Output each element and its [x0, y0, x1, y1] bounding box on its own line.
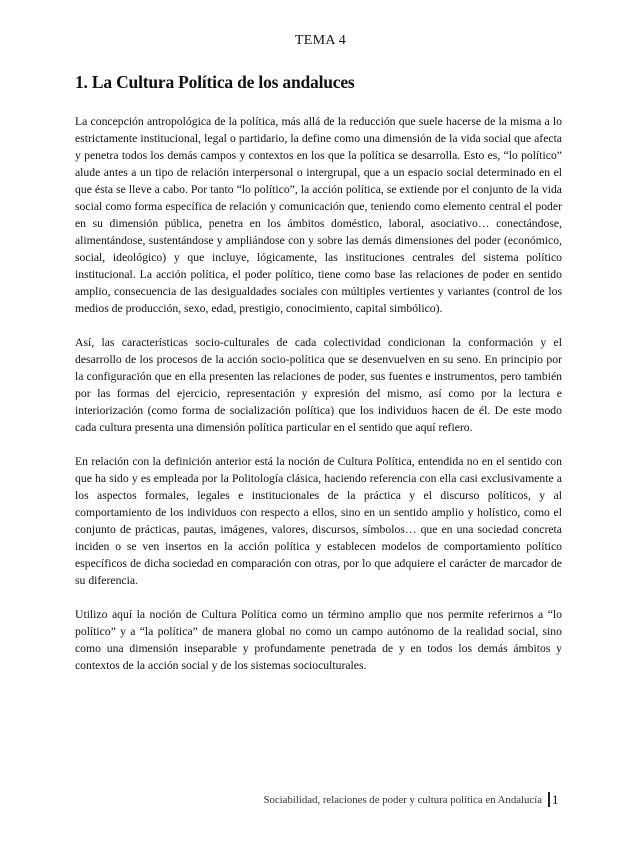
footer-divider	[548, 792, 550, 807]
paragraph-1: La concepción antropológica de la política, más allá de la reducción que suele hacerse de la misma a lo estrictamente institucional, legal o partidario, la define como una dimensión de la vida social que afecta y penetra todos los demás campos y contextos en los que la política se desarrolla. Esto es, “lo político” alude antes a un tipo de relación interpersonal o intergrupal, que a un espacio social determinado en el que ésta se lleve a cabo. Por tanto “lo político”, la acción política, se extiende por el conjunto de la vida social como forma específica de relación y comunicación que, teniendo como elemento central el poder en su dimensión pública, penetra en los ámbitos doméstico, laboral, asociativo… conectándose, alimentándose, sustentándose y ampliándose con y sobre las demás dimensiones del poder (económico, social, ideológico) y que incluye, lógicamente, las instituciones centrales del sistema político institucional. La acción política, el poder político, tiene como base las relaciones de poder en sentido amplio, consecuencia de las desigualdades sociales con múltiples vertientes y variantes (control de los medios de producción, sexo, edad, prestigio, conocimiento, capital simbólico).	[75, 115, 562, 315]
section-title: 1. La Cultura Política de los andaluces	[75, 72, 355, 92]
chapter-label: TEMA 4	[294, 33, 347, 48]
footer-running-title: Sociabilidad, relaciones de poder y cultura política en Andalucía	[263, 794, 542, 806]
paragraph-4: Utilizo aquí la noción de Cultura Política como un término amplio que nos permite referirnos a “lo político” y a “la política” de manera global no como un campo autónomo de la realidad social, sino como una dimensión inseparable y profundamente penetrada de y en todos los demás ámbitos y contextos de la acción social y de los sistemas socioculturales.	[75, 608, 562, 672]
page-number: 1	[552, 792, 559, 807]
paragraph-2: Así, las características socio-culturales de cada colectividad condicionan la conformación y el desarrollo de los procesos de la acción socio-política que se desenvuelven en su seno. En principio por la configuración que en ella presenten las relaciones de poder, sus fuentes e instrumentos, pero también por las formas del ejercicio, representación y expresión del mismo, así como por la lectura e interiorización (como forma de socialización política) que los individuos hacen de él. De este modo cada cultura presenta una dimensión política particular en el sentido que aquí refiero.	[75, 336, 562, 434]
paragraph-3: En relación con la definición anterior está la noción de Cultura Política, entendida no en el sentido con que ha sido y es empleada por la Politología clásica, haciendo referencia con ella casi exclusivamente a los aspectos formales, legales e institucionales de la práctica y el discurso políticos, y al comportamiento de los individuos con respecto a ellos, sino en un sentido amplio y holístico, como el conjunto de prácticas, pautas, imágenes, valores, discursos, símbolos… que en una sociedad concreta inciden o se ven insertos en la acción política y establecen modelos de comportamiento político específicos de dicha sociedad en comparación con otras, por lo que adquiere el carácter de marcador de su diferencia.	[75, 455, 562, 587]
body-text	[75, 113, 562, 691]
page-footer	[0, 790, 641, 810]
